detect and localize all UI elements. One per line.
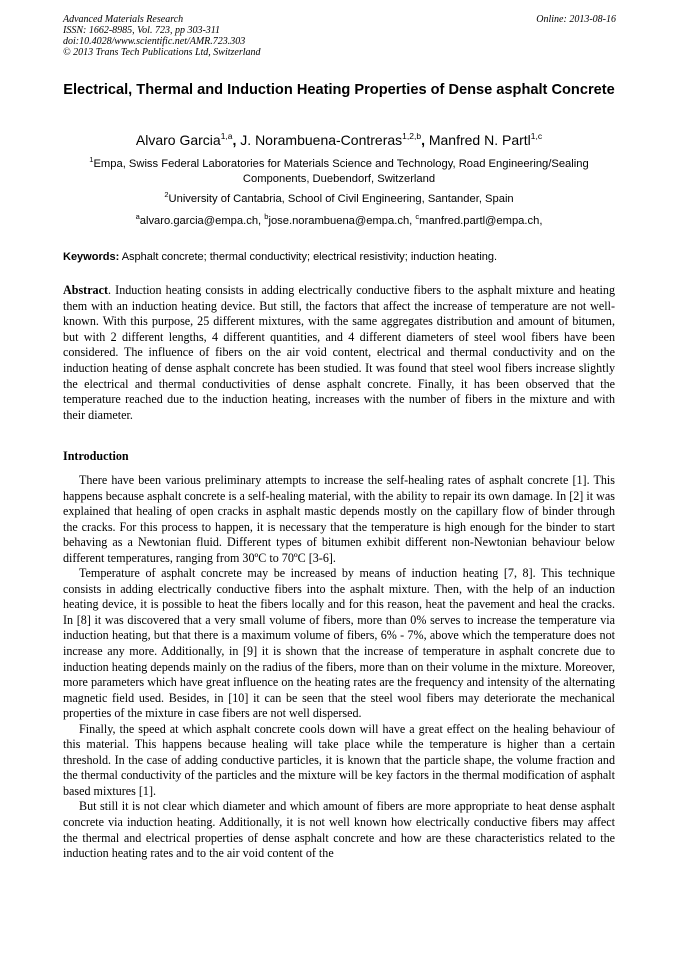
affiliation-2	[63, 192, 615, 207]
keywords-label: Keywords:	[63, 251, 120, 263]
email-sup: c	[415, 212, 420, 221]
email-line	[63, 214, 615, 229]
journal-name: Advanced Materials Research	[63, 14, 184, 25]
abstract-label: Abstract	[63, 283, 109, 297]
keywords	[63, 250, 615, 264]
paragraph: Temperature of asphalt concrete may be increased by means of induction heating [7, 8]. This technique consists in adding electrically conductive fibers into the asphalt mixture. Then, with the help of an induction heating device, it is possible to heat the fibers locally and for this reason, heat the pavement and heal the cracks. In [8] it was discovered that a very small volume of fibers, more than 0% serves to increase the temperature via induction heating, but that there is a maximum volume of fibers, 6% - 7%, above which the temperature does not increase any more. Additionally, in [9] it is shown that the increase of temperature in asphalt concrete due to induction heating depends mainly on the radius of the fibers, more than on their volume in the mixture. Moreover, more parameters which have great influence on the heating rates are the frequency and intensity of the alternating magnetic field used. Besides, in [10] it can be seen that the steel wool fibers may deteriorate the mechanical properties of the mixture in case fibers are not well dispersed.	[63, 566, 615, 721]
keywords-text: Asphalt concrete; thermal conductivity; electrical resistivity; induction heating.	[119, 251, 498, 263]
online-date: Online: 2013-08-16	[536, 14, 616, 25]
paragraph: Finally, the speed at which asphalt concrete cools down will have a great effect on the healing behaviour of this material. This happens because healing will take place while the temperature is higher than a certain threshold. In the case of adding conductive particles, it is known that the particle shape, the volume fraction and the thermal conductivity of the particles and the mixture will be key factors in the thermal modification of asphalt based mixtures [1].	[63, 721, 615, 798]
section-heading: Introduction	[63, 449, 129, 463]
author-name: Alvaro Garcia	[135, 132, 221, 148]
email-link[interactable]: alvaro.garcia@empa.ch,	[139, 215, 265, 227]
affiliation-text: University of Cantabria, School of Civil Engineering, Santander, Spain	[168, 193, 514, 205]
author-sup: 1,2,b	[402, 131, 422, 141]
affiliation-1	[63, 157, 615, 186]
author-sup: 1,a	[220, 131, 233, 141]
affiliation-sup: 1	[89, 155, 94, 164]
paper-title: Electrical, Thermal and Induction Heating Properties of Dense asphalt Concrete	[63, 82, 615, 98]
author-separator: ,	[421, 132, 429, 148]
email-link[interactable]: jose.norambuena@empa.ch,	[268, 215, 416, 227]
paragraph: But still it is not clear which diameter and which amount of fibers are more appropriate to heat dense asphalt concrete via induction heating. Additionally, it is not well known how electrically conductive fibers may affect the thermal and electrical properties of dense asphalt concrete and how are these characteristics related to the induction heating rates and to the air void content of the	[63, 799, 615, 861]
journal-header	[63, 14, 261, 58]
author-separator: ,	[232, 132, 241, 148]
affiliation-sup: 2	[164, 190, 169, 199]
abstract-text: . Induction heating consists in adding electrically conductive fibers to the asphalt mixture and heating them with an induction heating device. But still, the factors that affect the increase of temperature are not well-known. With this purpose, 25 different mixtures, with the same aggregates distribution and amount of bitumen, but with 2 different lengths, 4 different quantities, and 4 different diameters of steel wool fibers have been considered. The influence of fibers on the air void content, electrical and thermal conductivity and on the induction heating of dense asphalt concrete has been studied. It was found that steel wool fibers increase slightly the electrical and thermal conductivities of dense asphalt concrete. Finally, it has been observed that the temperature reached due to the induction heating, increases with the number of fibers in the mixture and with their diameter.	[63, 283, 615, 422]
email-sup: a	[135, 212, 140, 221]
abstract	[63, 283, 615, 423]
issn-line: ISSN: 1662-8985, Vol. 723, pp 303-311	[63, 25, 221, 36]
introduction-body	[63, 473, 615, 862]
doi-line: doi:10.4028/www.scientific.net/AMR.723.303	[63, 36, 246, 47]
email-sup: b	[264, 212, 269, 221]
author-sup: 1,c	[530, 131, 543, 141]
copyright-line: © 2013 Trans Tech Publications Ltd, Switzerland	[63, 47, 261, 58]
author-name: Manfred N. Partl	[428, 132, 531, 148]
author-list	[63, 130, 615, 150]
author-name: J. Norambuena-Contreras	[240, 132, 403, 148]
email-link[interactable]: manfred.partl@empa.ch,	[419, 215, 543, 227]
paragraph: There have been various preliminary attempts to increase the self-healing rates of asphalt concrete [1]. This happens because asphalt concrete is a self-healing material, with the ability to repair its own damage. In [2] it was explained that healing of open cracks in asphalt mastic depends mostly on the capillary flow of binder through the cracks. For this process to happen, it is necessary that the temperature is high enough for the binder to start behaving as a Newtonian fluid. Different types of bitumen exhibit different non-Newtonian behaviour below different temperatures, ranging from 30ºC to 70ºC [3-6].	[63, 473, 615, 565]
affiliation-text: Empa, Swiss Federal Laboratories for Materials Science and Technology, Road Engineering/Sealing Components, Duebendorf, Switzerland	[93, 158, 589, 185]
